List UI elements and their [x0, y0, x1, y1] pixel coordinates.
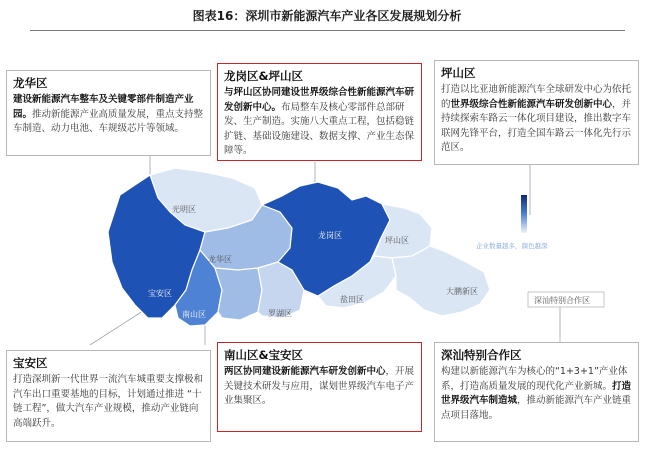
legend-text: 企业数量越多，颜色越深 [476, 242, 548, 250]
label-pingshan: 坪山区 [385, 236, 409, 245]
card-baoan-head: 宝安区 [13, 356, 48, 370]
card-pingshan-head: 坪山区 [441, 66, 476, 80]
card-longhua [6, 70, 211, 156]
card-longgang-pingshan-bold: 与坪山区协同建设世界级综合性新能源汽车研发创新中心。 [224, 87, 415, 113]
card-nanshan-baoan-rest: ，开展关键技术研发与应用，谋划世界级汽车电子产业集聚区。 [224, 366, 415, 406]
card-nanshan-baoan [217, 342, 422, 432]
label-guangming: 光明区 [172, 205, 196, 214]
card-baoan [6, 350, 211, 442]
card-longhua-head: 龙华区 [13, 76, 48, 90]
card-shenshan [434, 342, 639, 442]
card-pingshan-rest: ，并持续探索车路云一体化项目建设，推出数字车联网先锋平台，打造全国车路云一体化先行示范区。 [441, 98, 632, 153]
card-longhua-body [13, 93, 204, 137]
card-shenshan-body [441, 365, 632, 423]
card-longgang-pingshan [217, 63, 422, 161]
card-longhua-bold: 建设新能源汽车整车及关键零部件制造产业园。 [13, 94, 194, 120]
district-futian [215, 268, 262, 320]
label-baoan: 宝安区 [148, 289, 172, 298]
label-shenshan: 深汕特别合作区 [534, 296, 590, 305]
card-pingshan-body [441, 83, 632, 156]
card-pingshan [434, 60, 639, 165]
label-luohu: 罗湖区 [268, 309, 292, 318]
card-longhua-rest: 推动新能源产业高质量发展，重点支持整车制造、动力电池、车规级芯片等领域。 [13, 108, 204, 134]
card-nanshan-baoan-body [224, 365, 415, 409]
card-shenshan-pre: 构建以新能源汽车为核心的“1+3+1”产业体系，打造高质量发展的现代化产业新城。 [441, 366, 628, 392]
card-shenshan-rest: ，推动新能源汽车产业链重点项目落地。 [441, 395, 632, 421]
legend-gradient-bar [521, 195, 527, 233]
district-dapeng [392, 246, 490, 316]
label-dapeng: 大鹏新区 [446, 287, 478, 296]
card-longgang-pingshan-rest: 布局整车及核心零部件总部研发、生产制造。实施八大重点工程，包括稳链扩链、基础设施建设、数据支撑、产业生态保障等。 [224, 101, 415, 156]
card-longgang-pingshan-body [224, 86, 415, 159]
label-yantian: 盐田区 [340, 295, 364, 304]
card-shenshan-head: 深汕特别合作区 [441, 348, 522, 362]
card-nanshan-baoan-head: 南山区&宝安区 [224, 348, 304, 362]
page-title: 图表16：深圳市新能源汽车产业各区发展规划分析 [192, 9, 462, 23]
label-futian: 福田区 [230, 323, 254, 332]
card-pingshan-bold: 世界级综合性新能源汽车研发创新中心 [450, 98, 613, 110]
label-longhua: 龙华区 [208, 255, 232, 264]
card-nanshan-baoan-bold: 两区协同建设新能源汽车研发创新中心 [224, 366, 386, 377]
label-nanshan: 南山区 [182, 310, 206, 319]
card-longgang-pingshan-head: 龙岗区&坪山区 [224, 69, 304, 83]
card-baoan-body: 打造深圳新一代世界一流汽车城重要支撑极和汽车出口重要基地的目标，计划通过推进 “十链工程”，做大汽车产业规模，推动产业链向高端跃升。 [13, 374, 204, 429]
label-longgang: 龙岗区 [318, 231, 342, 240]
card-pingshan-pre: 打造以比亚迪新能源汽车全球研发中心为依托的 [441, 84, 632, 110]
card-shenshan-bold: 打造世界级汽车制造城 [441, 380, 632, 406]
